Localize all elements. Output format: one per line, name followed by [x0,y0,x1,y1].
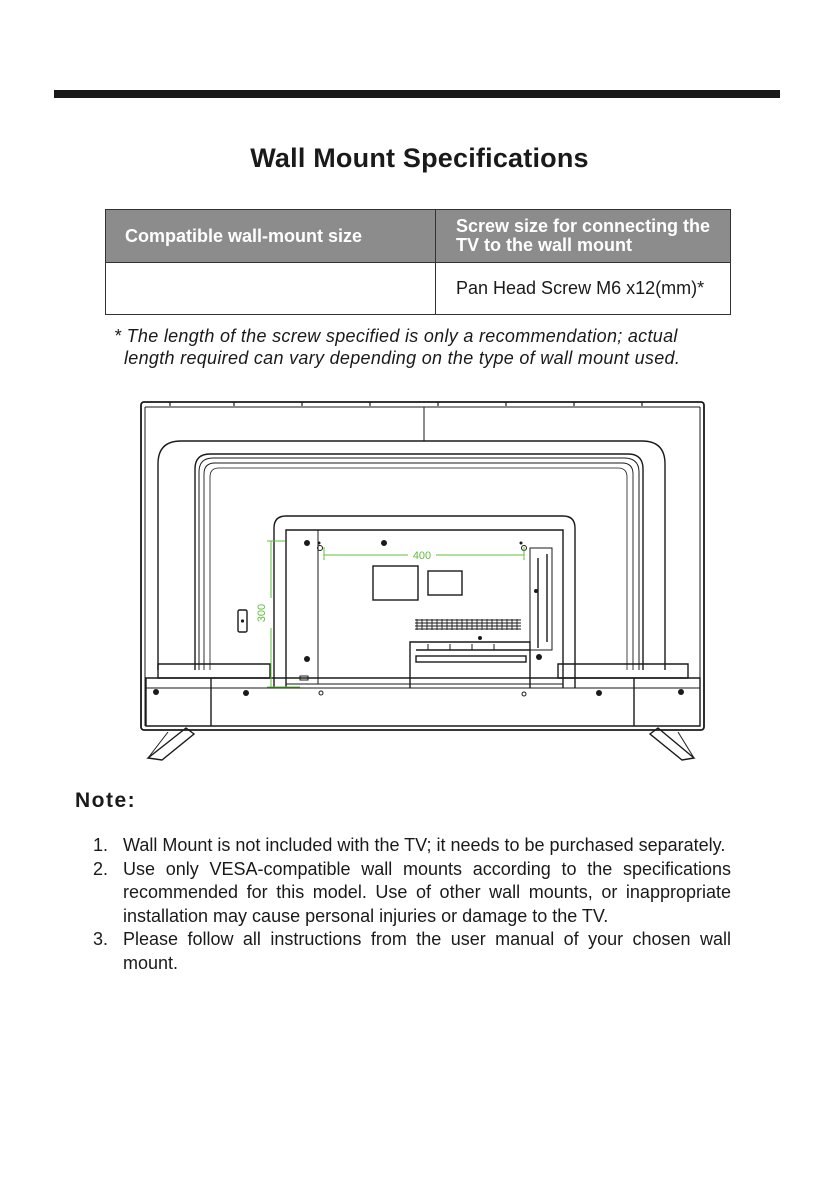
header-rule [54,90,780,98]
list-number: 2. [93,858,109,879]
note-heading: Note: [75,789,137,812]
table-row [106,263,731,315]
page-title: Wall Mount Specifications [250,143,589,173]
list-text: Please follow all instructions from the user manual of your chosen wall mount. [123,929,731,973]
list-item [93,834,731,858]
dimension-height-label: 300 [256,603,268,623]
list-number: 1. [93,835,109,855]
list-text: Wall Mount is not included with the TV; it needs to be purchased separately. [123,835,726,855]
note-list [93,834,731,975]
footnote-line-2: length required can vary depending on the type of wall mount used. [124,348,681,368]
list-text: Use only VESA-compatible wall mounts according to the specifications recommended for this model. Use of other wall mounts, or inappropriate installation may cause personal injuries or damage to the TV. [123,858,731,926]
dimension-width-label: 400 [412,550,432,562]
list-item [93,858,731,929]
cell-screw-size: Pan Head Screw M6 x12(mm)* [436,263,731,315]
footnote-line-1: * The length of the screw specified is only a recommendation; actual [114,326,678,346]
spec-table [105,209,731,315]
screw-footnote [114,325,744,369]
list-item [93,928,731,975]
list-number: 3. [93,929,109,949]
cell-mount-size [106,263,436,315]
table-header-row [106,210,731,263]
column-header-screw-size: Screw size for connecting the TV to the wall mount [436,210,731,263]
tv-rear-diagram [138,398,708,768]
column-header-mount-size: Compatible wall-mount size [106,210,436,263]
